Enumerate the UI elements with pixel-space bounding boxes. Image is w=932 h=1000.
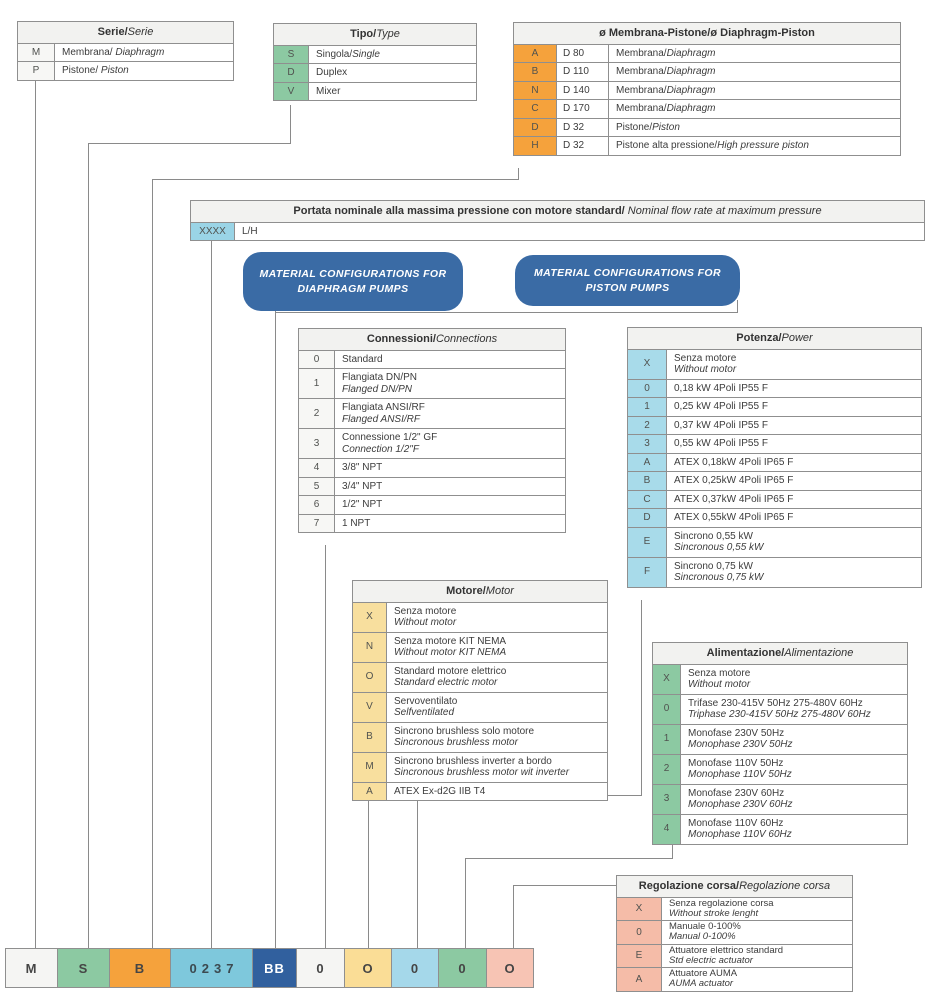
code-cell: 5 [299, 478, 335, 496]
serie-header: Serie/Serie [17, 21, 234, 44]
description-cell: Attuatore elettrico standard Std electric actuator [669, 944, 784, 966]
connessioni-header: Connessioni/Connections [298, 328, 566, 351]
description-cell: Monofase 110V 60Hz Monophase 110V 60Hz [688, 817, 792, 841]
code-cell: E [628, 528, 667, 557]
code-cell: P [18, 62, 55, 80]
code-row-cell: 0 [392, 948, 439, 988]
code-cell: E [617, 945, 662, 968]
code-cell: 1 [299, 369, 335, 398]
code-row-cell: O [345, 948, 392, 988]
description-cell: 1 NPT [342, 517, 371, 529]
regolazione-corsa-row-A [616, 968, 853, 992]
size-cell: D 140 [557, 82, 609, 100]
code-cell: 4 [653, 815, 681, 844]
description-cell: 0,37 kW 4Poli IP55 F [674, 419, 768, 431]
code-cell: M [353, 753, 387, 782]
code-cell: A [353, 783, 387, 801]
code-cell: C [514, 100, 557, 118]
membrana-pistone-row-H [513, 137, 901, 156]
connector-line [513, 885, 514, 948]
description-cell: L/H [242, 225, 258, 237]
description-cell: Sincrono brushless inverter a bordo Sincronous brushless motor wit inverter [394, 755, 570, 779]
code-cell: B [353, 723, 387, 752]
description-cell: Monofase 110V 50Hz Monophase 110V 50Hz [688, 757, 792, 781]
description-cell: Standard [342, 353, 383, 365]
code-cell: X [353, 603, 387, 632]
description-cell: ATEX 0,25kW 4Poli IP65 F [674, 475, 794, 487]
table-alimentazione [652, 642, 908, 845]
regolazione-corsa-row-0 [616, 921, 853, 945]
code-cell: 3 [628, 435, 667, 453]
description-cell: 1/2" NPT [342, 499, 383, 511]
description-cell: Manuale 0-100% Manual 0-100% [669, 921, 741, 943]
connector-line [152, 179, 519, 180]
code-cell: 4 [299, 459, 335, 477]
connessioni-row-1 [298, 369, 566, 399]
code-row-cell: S [58, 948, 110, 988]
membrana-pistone-row-A [513, 45, 901, 64]
code-cell: S [274, 46, 309, 64]
code-row-cell: B [110, 948, 171, 988]
code-cell: F [628, 558, 667, 587]
potenza-row-0 [627, 380, 922, 399]
connector-line [290, 105, 291, 144]
table-motore [352, 580, 608, 801]
description-cell: Singola/Single [316, 48, 380, 60]
table-serie [17, 21, 234, 81]
membrana-pistone-row-B [513, 63, 901, 82]
connector-line [35, 80, 36, 948]
description-cell: Senza motore Without motor [674, 352, 737, 376]
table-portata [190, 200, 925, 241]
regolazione-corsa-row-X [616, 898, 853, 922]
description-cell: Pistone/Piston [616, 121, 680, 133]
alimentazione-row-4 [652, 815, 908, 845]
code-cell: 2 [628, 417, 667, 435]
alimentazione-row-X [652, 665, 908, 695]
code-cell: N [514, 82, 557, 100]
motore-row-M [352, 753, 608, 783]
connector-line [465, 858, 466, 948]
description-cell: Membrana/Diaphragm [616, 103, 716, 115]
code-cell: 0 [628, 380, 667, 398]
table-membrana-pistone [513, 22, 901, 156]
size-cell: D 32 [557, 119, 609, 137]
description-cell: Senza regolazione corsa Without stroke lenght [669, 897, 774, 919]
membrana-pistone-row-C [513, 100, 901, 119]
alimentazione-header: Alimentazione/Alimentazione [652, 642, 908, 665]
description-cell: 3/4" NPT [342, 480, 383, 492]
connector-line [737, 300, 738, 312]
code-cell: 1 [628, 398, 667, 416]
potenza-row-3 [627, 435, 922, 454]
description-cell: Duplex [316, 67, 348, 79]
connector-line [152, 179, 153, 948]
size-cell: D 170 [557, 100, 609, 118]
description-cell: Mixer [316, 85, 341, 97]
description-cell: Attuatore AUMA AUMA actuator [669, 968, 738, 990]
tipo-row-D [273, 64, 477, 83]
code-row-cell: BB [253, 948, 297, 988]
serie-row-M [17, 44, 234, 63]
connessioni-row-2 [298, 399, 566, 429]
code-cell: O [353, 663, 387, 692]
code-row-cell: 0237 [171, 948, 253, 988]
motore-row-N [352, 633, 608, 663]
description-cell: Pistone alta pressione/High pressure piston [616, 140, 809, 152]
connessioni-row-3 [298, 429, 566, 459]
alimentazione-row-3 [652, 785, 908, 815]
connector-line [275, 312, 738, 313]
potenza-row-B [627, 472, 922, 491]
description-cell: 0,25 kW 4Poli IP55 F [674, 401, 768, 413]
example-code-row [5, 948, 534, 988]
description-cell: ATEX Ex-d2G IIB T4 [394, 785, 486, 797]
code-cell: XXXX [191, 223, 235, 241]
code-cell: D [514, 119, 557, 137]
code-cell: A [514, 45, 557, 63]
potenza-row-E [627, 528, 922, 558]
potenza-row-1 [627, 398, 922, 417]
tipo-header: Tipo/Type [273, 23, 477, 46]
description-cell: Trifase 230-415V 50Hz 275-480V 60Hz Triphase 230-415V 50Hz 275-480V 60Hz [688, 697, 871, 721]
description-cell: Membrana/Diaphragm [616, 47, 716, 59]
regolazione-corsa-header: Regolazione corsa/Regolazione corsa [616, 875, 853, 898]
code-cell: D [628, 509, 667, 527]
table-regolazione-corsa [616, 875, 853, 992]
code-cell: A [628, 454, 667, 472]
code-cell: M [18, 44, 55, 62]
code-cell: 0 [617, 921, 662, 944]
code-cell: 7 [299, 515, 335, 533]
regolazione-corsa-row-E [616, 945, 853, 969]
code-cell: B [514, 63, 557, 81]
table-tipo [273, 23, 477, 101]
code-cell: 6 [299, 496, 335, 514]
connessioni-row-0 [298, 351, 566, 370]
motore-row-X [352, 603, 608, 633]
description-cell: Senza motore KIT NEMA Without motor KIT NEMA [394, 635, 507, 659]
code-row-cell: M [5, 948, 58, 988]
tipo-row-S [273, 46, 477, 65]
motore-header: Motore/Motor [352, 580, 608, 603]
code-cell: B [628, 472, 667, 490]
size-cell: D 32 [557, 137, 609, 155]
tipo-row-V [273, 83, 477, 102]
table-potenza [627, 327, 922, 588]
alimentazione-row-2 [652, 755, 908, 785]
code-cell: H [514, 137, 557, 155]
code-cell: D [274, 64, 309, 82]
connector-line [325, 545, 326, 948]
connector-line [465, 858, 673, 859]
description-cell: Monofase 230V 50Hz Monophase 230V 50Hz [688, 727, 793, 751]
motore-row-A [352, 783, 608, 802]
code-cell: A [617, 968, 662, 991]
membrana-pistone-row-D [513, 119, 901, 138]
description-cell: Flangiata ANSI/RF Flanged ANSI/RF [342, 402, 425, 425]
connector-line [513, 885, 617, 886]
code-cell: V [274, 83, 309, 101]
description-cell: ATEX 0,37kW 4Poli IP65 F [674, 493, 794, 505]
connessioni-row-5 [298, 478, 566, 497]
serie-row-P [17, 62, 234, 81]
connector-line [88, 143, 89, 948]
connessioni-row-6 [298, 496, 566, 515]
size-cell: D 80 [557, 45, 609, 63]
potenza-row-C [627, 491, 922, 510]
connector-line [211, 240, 212, 948]
potenza-row-F [627, 558, 922, 588]
code-cell: X [653, 665, 681, 694]
code-cell: 2 [653, 755, 681, 784]
description-cell: Membrana/Diaphragm [616, 66, 716, 78]
code-cell: 0 [299, 351, 335, 369]
code-cell: 2 [299, 399, 335, 428]
description-cell: Sincrono 0,75 kW Sincronous 0,75 kW [674, 560, 764, 584]
description-cell: 3/8" NPT [342, 462, 383, 474]
material-config-diaphragm-box: MATERIAL CONFIGURATIONS FOR DIAPHRAGM PUMPS [243, 252, 463, 311]
size-cell: D 110 [557, 63, 609, 81]
alimentazione-row-0 [652, 695, 908, 725]
description-cell: Senza motore Without motor [688, 667, 751, 691]
description-cell: 0,18 kW 4Poli IP55 F [674, 382, 768, 394]
motore-row-B [352, 723, 608, 753]
code-cell: N [353, 633, 387, 662]
description-cell: Servoventilato Selfventilated [394, 695, 458, 719]
code-cell: X [617, 898, 662, 921]
alimentazione-row-1 [652, 725, 908, 755]
connessioni-row-7 [298, 515, 566, 534]
code-cell: 0 [653, 695, 681, 724]
portata-header: Portata nominale alla massima pressione con motore standard/ Nominal flow rate at maximum pressure [190, 200, 925, 223]
potenza-row-2 [627, 417, 922, 436]
description-cell: Flangiata DN/PN Flanged DN/PN [342, 372, 418, 395]
description-cell: Connessione 1/2" GF Connection 1/2"F [342, 432, 438, 455]
material-config-piston-box: MATERIAL CONFIGURATIONS FOR PISTON PUMPS [515, 255, 740, 306]
code-cell: V [353, 693, 387, 722]
potenza-row-X [627, 350, 922, 380]
connessioni-row-4 [298, 459, 566, 478]
connector-line [417, 795, 418, 948]
description-cell: Pistone/ Piston [62, 65, 129, 77]
potenza-row-A [627, 454, 922, 473]
code-cell: 3 [653, 785, 681, 814]
code-row-cell: 0 [297, 948, 345, 988]
potenza-row-D [627, 509, 922, 528]
description-cell: Monofase 230V 60Hz Monophase 230V 60Hz [688, 787, 793, 811]
code-cell: 1 [653, 725, 681, 754]
membrana-pistone-header: ø Membrana-Pistone/ø Diaphragm-Piston [513, 22, 901, 45]
code-row-cell: O [487, 948, 534, 988]
code-cell: X [628, 350, 667, 379]
connector-line [88, 143, 291, 144]
potenza-header: Potenza/Power [627, 327, 922, 350]
connector-line [641, 600, 642, 795]
motore-row-V [352, 693, 608, 723]
description-cell: Standard motore elettrico Standard electric motor [394, 665, 507, 689]
membrana-pistone-row-N [513, 82, 901, 101]
connector-line [275, 305, 276, 948]
portata-row-XXXX [190, 223, 925, 242]
description-cell: ATEX 0,18kW 4Poli IP65 F [674, 456, 794, 468]
description-cell: Sincrono brushless solo motore Sincronous brushless motor [394, 725, 535, 749]
motore-row-O [352, 663, 608, 693]
table-connessioni [298, 328, 566, 533]
code-cell: 3 [299, 429, 335, 458]
description-cell: Senza motore Without motor [394, 605, 457, 629]
description-cell: Sincrono 0,55 kW Sincronous 0,55 kW [674, 530, 764, 554]
description-cell: Membrana/Diaphragm [616, 84, 716, 96]
code-row-cell: 0 [439, 948, 487, 988]
description-cell: Membrana/ Diaphragm [62, 46, 165, 58]
description-cell: ATEX 0,55kW 4Poli IP65 F [674, 512, 794, 524]
description-cell: 0,55 kW 4Poli IP55 F [674, 438, 768, 450]
code-cell: C [628, 491, 667, 509]
